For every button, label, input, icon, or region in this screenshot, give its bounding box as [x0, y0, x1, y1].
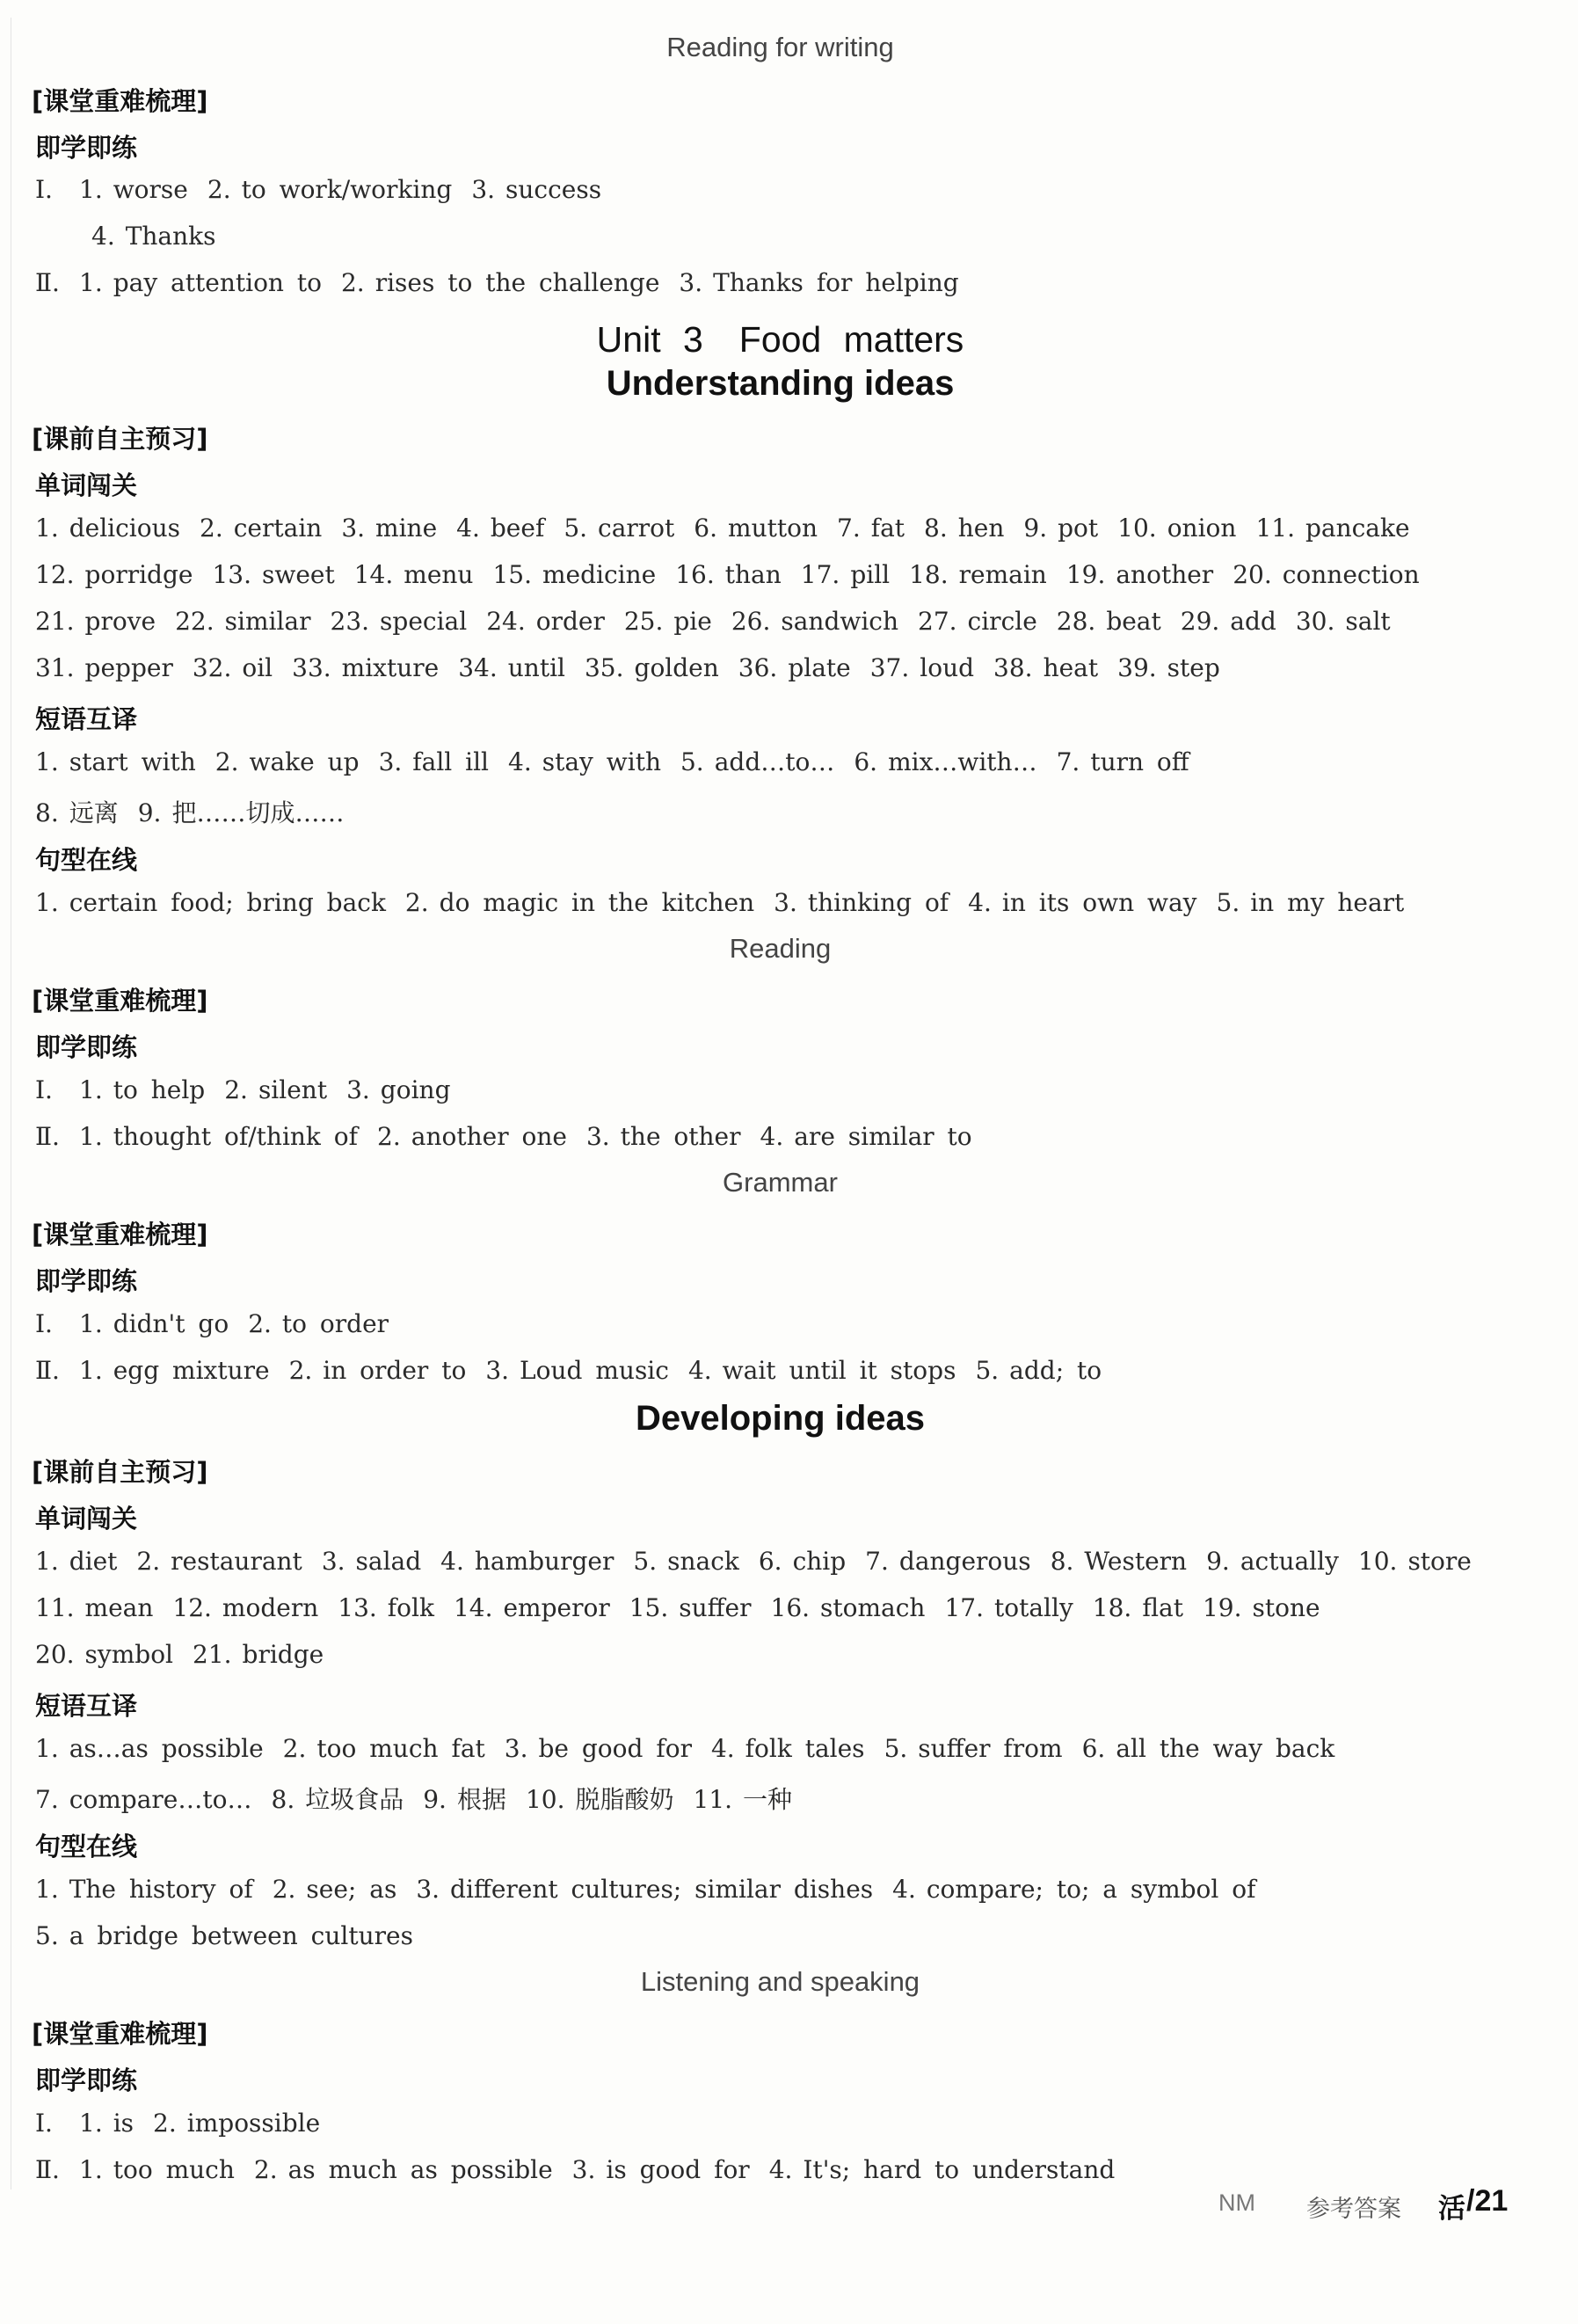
roman-numeral: Ⅰ. [35, 175, 53, 204]
item-number: 2. [272, 1875, 296, 1904]
practice-label: 即学即练 [35, 133, 138, 163]
answer-text: remain [958, 560, 1047, 589]
roman-numeral: Ⅱ. [35, 1122, 60, 1151]
item-number: 6. [758, 1547, 782, 1576]
answer-text: 一种 [743, 1785, 793, 1814]
answer-line [35, 1356, 1102, 1385]
item-number: 27. [918, 607, 957, 636]
item-number: 5. [633, 1547, 658, 1576]
item-number: 7. [35, 1785, 59, 1814]
item-number: 26. [731, 607, 771, 636]
item-number: 2. [248, 1309, 272, 1338]
item-number: 2. [377, 1122, 401, 1151]
item-number: 2. [215, 747, 239, 776]
answer-text: egg mixture [113, 1356, 270, 1385]
item-number: 34. [458, 653, 498, 682]
item-number: 5. [1216, 888, 1240, 917]
item-number: 1. [79, 2155, 103, 2184]
answer-text: going [380, 1075, 451, 1104]
answer-text: salad [355, 1547, 422, 1576]
answer-text: suffer from [918, 1734, 1063, 1763]
item-number: 39. [1117, 653, 1157, 682]
item-number: 9. [423, 1785, 447, 1814]
footer-code: NM [1218, 2189, 1255, 2216]
practice-label: 即学即练 [35, 2065, 138, 2095]
answer-text: another [1116, 560, 1214, 589]
item-number: 4. [768, 2155, 793, 2184]
answer-text: are similar to [794, 1122, 972, 1151]
item-number: 35. [584, 653, 624, 682]
item-number: 4. [710, 1734, 735, 1763]
word-line [35, 1547, 1472, 1576]
answer-text: mixture [341, 653, 440, 682]
footer-brand: 活 [1438, 2193, 1465, 2225]
practice-label: 即学即练 [35, 1266, 138, 1296]
answer-text: add…to… [714, 747, 835, 776]
word-line [35, 1640, 324, 1669]
in-class-heading: [课堂重难梳理] [32, 986, 208, 1016]
answer-text: 把……切成…… [171, 798, 345, 827]
item-number: 4. [892, 1875, 916, 1904]
answer-text: the other [620, 1122, 741, 1151]
answer-text: flat [1142, 1593, 1183, 1622]
answer-text: stomach [820, 1593, 926, 1622]
item-number: 23. [330, 607, 370, 636]
item-number: 20. [1233, 560, 1272, 589]
answer-text: stay with [542, 747, 661, 776]
in-class-heading: [课堂重难梳理] [32, 2019, 208, 2049]
answer-text: do magic in the kitchen [439, 888, 755, 917]
phrase-line [35, 747, 1189, 776]
answer-text: 远离 [69, 798, 119, 827]
part-title-developing-ideas: Developing ideas [636, 1399, 925, 1438]
roman-numeral: Ⅱ. [35, 268, 60, 297]
item-number: 3. [504, 1734, 528, 1763]
item-number: 3. [774, 888, 797, 917]
answer-text: dangerous [898, 1547, 1031, 1576]
item-number: 7. [865, 1547, 889, 1576]
item-number: 2. [153, 2109, 177, 2138]
word-line [35, 653, 1220, 682]
item-number: 10. [1117, 514, 1157, 543]
answer-text: Western [1084, 1547, 1188, 1576]
item-number: 16. [770, 1593, 811, 1622]
answer-text: in its own way [1001, 888, 1197, 917]
answer-text: different cultures; similar dishes [450, 1875, 874, 1904]
answer-text: bridge [242, 1640, 324, 1669]
answer-text: mutton [728, 514, 818, 543]
item-number: 16. [675, 560, 715, 589]
roman-numeral: Ⅰ. [35, 2109, 53, 2138]
answer-text: beat [1106, 607, 1161, 636]
answer-text: folk tales [745, 1734, 865, 1763]
in-class-heading: [课堂重难梳理] [32, 1220, 208, 1249]
item-number: 6. [854, 747, 878, 776]
item-number: 2. [136, 1547, 161, 1576]
answer-text: until [507, 653, 565, 682]
answer-line [35, 175, 601, 204]
answer-text: too much fat [316, 1734, 485, 1763]
item-number: 6. [1081, 1734, 1106, 1763]
item-number: 2. [404, 888, 429, 917]
roman-numeral: Ⅱ. [35, 2155, 60, 2184]
item-number: 33. [292, 653, 331, 682]
item-number: 9. [1023, 514, 1048, 543]
answer-text: sandwich [781, 607, 899, 636]
item-number: 6. [694, 514, 718, 543]
answer-text: order [535, 607, 605, 636]
item-number: 1. [79, 1356, 103, 1385]
item-number: 18. [1092, 1593, 1132, 1622]
answer-text: worse [113, 175, 188, 204]
item-number: 4. [760, 1122, 784, 1151]
answer-text: is good for [606, 2155, 750, 2184]
item-number: 1. [35, 1547, 59, 1576]
answer-text: salt [1345, 607, 1391, 636]
answer-text: than [724, 560, 782, 589]
answer-text: see; as [306, 1875, 397, 1904]
answer-text: 根据 [456, 1785, 506, 1814]
answer-text: prove [84, 607, 156, 636]
item-number: 4. [508, 747, 532, 776]
item-number: 4. [687, 1356, 712, 1385]
answer-text: oil [242, 653, 273, 682]
sentences-label: 句型在线 [35, 1832, 138, 1861]
item-number: 21. [193, 1640, 232, 1669]
answer-text: It's; hard to understand [803, 2155, 1116, 2184]
item-number: 10. [525, 1785, 565, 1814]
item-number: 3. [679, 268, 703, 297]
answer-text: special [380, 607, 468, 636]
answer-text: snack [667, 1547, 739, 1576]
phrases-label: 短语互译 [35, 704, 138, 734]
item-number: 2. [207, 175, 231, 204]
sentence-line [35, 1875, 1256, 1904]
item-number: 1. [79, 1309, 103, 1338]
answer-text: pill [850, 560, 891, 589]
answer-text: folk [387, 1593, 434, 1622]
item-number: 32. [192, 653, 232, 682]
answer-text: store [1407, 1547, 1472, 1576]
answer-text: suffer [679, 1593, 752, 1622]
answer-text: fall ill [412, 747, 490, 776]
answer-text: be good for [538, 1734, 692, 1763]
answer-text: symbol [84, 1640, 174, 1669]
item-number: 25. [623, 607, 664, 636]
answer-text: to order [281, 1309, 389, 1338]
item-number: 14. [453, 1593, 493, 1622]
item-number: 31. [35, 653, 75, 682]
answer-text: is [113, 2109, 135, 2138]
item-number: 2. [253, 2155, 278, 2184]
answer-text: plate [788, 653, 851, 682]
item-number: 2. [200, 514, 223, 543]
answer-text: in my heart [1250, 888, 1405, 917]
item-number: 28. [1056, 607, 1096, 636]
section-title-listening-and-speaking: Listening and speaking [640, 1966, 920, 1997]
section-title-reading-for-writing: Reading for writing [666, 32, 894, 62]
item-number: 4. [456, 514, 480, 543]
answer-line [35, 1122, 972, 1151]
item-number: 3. [341, 514, 366, 543]
item-number: 8. [35, 798, 59, 827]
answer-text: start with [69, 747, 196, 776]
answer-text: to help [113, 1075, 206, 1104]
item-number: 18. [909, 560, 949, 589]
answer-text: didn't go [113, 1309, 229, 1338]
answer-text: 垃圾食品 [305, 1785, 404, 1814]
answer-text: medicine [542, 560, 657, 589]
answer-text: hen [957, 514, 1005, 543]
answer-text: compare…to… [69, 1785, 252, 1814]
pre-class-heading: [课前自主预习] [32, 1457, 208, 1487]
item-number: 9. [1206, 1547, 1230, 1576]
item-number: 13. [212, 560, 251, 589]
word-line [35, 514, 1410, 543]
answer-text: onion [1167, 514, 1237, 543]
item-number: 1. [35, 514, 59, 543]
item-number: 5. [884, 1734, 908, 1763]
answer-text: as…as possible [69, 1734, 264, 1763]
item-number: 5. [35, 1921, 59, 1950]
item-number: 1. [35, 888, 59, 917]
item-number: 17. [944, 1593, 984, 1622]
item-number: 19. [1065, 560, 1106, 589]
item-number: 1. [79, 175, 103, 204]
item-number: 1. [35, 1734, 59, 1763]
answer-text: heat [1043, 653, 1099, 682]
answer-text: 脱脂酸奶 [575, 1785, 674, 1814]
answer-text: The history of [69, 1875, 253, 1904]
item-number: 4. [91, 222, 115, 251]
item-number: 1. [35, 1875, 59, 1904]
answer-text: as much as possible [287, 2155, 553, 2184]
answer-text: hamburger [474, 1547, 614, 1576]
item-number: 30. [1295, 607, 1335, 636]
item-number: 3. [471, 175, 496, 204]
answer-text: sweet [262, 560, 335, 589]
item-number: 5. [975, 1356, 1000, 1385]
answer-line [35, 1075, 451, 1104]
item-number: 11. [693, 1785, 733, 1814]
answer-text: fat [870, 514, 905, 543]
item-number: 11. [35, 1593, 75, 1622]
word-line [35, 1593, 1320, 1622]
item-number: 1. [79, 268, 103, 297]
item-number: 21. [35, 607, 75, 636]
answer-text: pancake [1305, 514, 1410, 543]
answer-text: mine [375, 514, 438, 543]
answer-text: rises to the challenge [375, 268, 660, 297]
item-number: 12. [172, 1593, 212, 1622]
answer-text: delicious [69, 514, 181, 543]
practice-label: 即学即练 [35, 1032, 138, 1062]
item-number: 2. [288, 1356, 313, 1385]
roman-numeral: Ⅰ. [35, 1309, 53, 1338]
item-number: 8. [924, 514, 948, 543]
answer-text: success [505, 175, 602, 204]
item-number: 4. [440, 1547, 464, 1576]
phrase-line [35, 794, 344, 829]
item-number: 15. [492, 560, 532, 589]
sentence-line [35, 888, 1404, 917]
item-number: 1. [79, 1075, 103, 1104]
item-number: 37. [869, 653, 910, 682]
sentence-line [35, 1921, 413, 1950]
answer-text: thinking of [807, 888, 949, 917]
phrase-line [35, 1734, 1334, 1763]
phrase-line [35, 1781, 792, 1816]
item-number: 14. [353, 560, 394, 589]
answer-text: pay attention to [113, 268, 322, 297]
item-number: 19. [1202, 1593, 1242, 1622]
words-label: 单词闯关 [35, 470, 138, 500]
answer-text: too much [113, 2155, 235, 2184]
item-number: 20. [35, 1640, 75, 1669]
answer-text: diet [69, 1547, 118, 1576]
answer-line [35, 1309, 389, 1338]
roman-numeral: Ⅱ. [35, 1356, 60, 1385]
answer-text: add [1230, 607, 1276, 636]
answer-line [35, 2109, 320, 2138]
answer-text: turn off [1090, 747, 1189, 776]
item-number: 1. [35, 747, 59, 776]
answer-text: wait until it stops [722, 1356, 956, 1385]
answer-text: compare; to; a symbol of [926, 1875, 1256, 1904]
word-line [35, 560, 1420, 589]
words-label: 单词闯关 [35, 1504, 138, 1534]
answer-text: silent [258, 1075, 328, 1104]
roman-numeral: Ⅰ. [35, 1075, 53, 1104]
answer-text: Loud music [520, 1356, 669, 1385]
footer-answers-label: 参考答案 [1306, 2196, 1401, 2223]
item-number: 7. [837, 514, 861, 543]
item-number: 3. [585, 1122, 610, 1151]
answer-text: in order to [323, 1356, 467, 1385]
answer-text: modern [222, 1593, 319, 1622]
pre-class-heading: [课前自主预习] [32, 424, 208, 454]
answer-text: loud [920, 653, 975, 682]
answer-text: circle [967, 607, 1037, 636]
item-number: 12. [35, 560, 75, 589]
answer-text: carrot [598, 514, 675, 543]
item-number: 5. [680, 747, 704, 776]
item-number: 3. [485, 1356, 510, 1385]
item-number: 3. [571, 2155, 596, 2184]
page-number: /21 [1466, 2184, 1509, 2218]
answer-line [35, 268, 959, 297]
item-number: 5. [564, 514, 588, 543]
item-number: 17. [800, 560, 840, 589]
answer-text: Thanks [125, 222, 216, 251]
item-number: 15. [629, 1593, 669, 1622]
section-title-reading: Reading [729, 933, 832, 964]
answer-text: actually [1240, 1547, 1339, 1576]
unit-title: Unit 3 Food matters [596, 319, 964, 360]
item-number: 8. [1050, 1547, 1074, 1576]
item-number: 3. [321, 1547, 345, 1576]
item-number: 10. [1357, 1547, 1398, 1576]
item-number: 8. [271, 1785, 295, 1814]
answer-text: emperor [503, 1593, 610, 1622]
item-number: 3. [378, 747, 403, 776]
answer-line [35, 2155, 1115, 2184]
answer-text: beef [490, 514, 545, 543]
answer-text: mix…with… [888, 747, 1037, 776]
item-number: 24. [486, 607, 526, 636]
answer-text: chip [792, 1547, 847, 1576]
answer-text: connection [1282, 560, 1420, 589]
answer-line [91, 222, 216, 251]
answer-text: mean [84, 1593, 154, 1622]
answer-text: pepper [84, 653, 173, 682]
section-title-grammar: Grammar [723, 1167, 838, 1198]
item-number: 3. [416, 1875, 440, 1904]
answer-text: totally [994, 1593, 1073, 1622]
answer-text: to work/working [241, 175, 453, 204]
answer-text: wake up [249, 747, 360, 776]
item-number: 38. [993, 653, 1033, 682]
item-number: 2. [340, 268, 365, 297]
word-line [35, 607, 1391, 636]
answer-text: certain food; bring back [69, 888, 386, 917]
answer-text: porridge [84, 560, 193, 589]
answer-text: thought of/think of [113, 1122, 359, 1151]
item-number: 2. [224, 1075, 248, 1104]
answer-text: certain [233, 514, 323, 543]
answer-text: step [1167, 653, 1220, 682]
item-number: 29. [1180, 607, 1220, 636]
item-number: 1. [79, 1122, 103, 1151]
item-number: 4. [968, 888, 992, 917]
answer-text: pie [673, 607, 712, 636]
answer-text: add; to [1009, 1356, 1102, 1385]
answer-text: restaurant [171, 1547, 302, 1576]
answer-text: menu [404, 560, 474, 589]
in-class-heading: [课堂重难梳理] [32, 86, 208, 116]
answer-text: golden [634, 653, 719, 682]
answer-text: another one [411, 1122, 567, 1151]
item-number: 1. [79, 2109, 103, 2138]
item-number: 11. [1255, 514, 1295, 543]
answer-text: all the way back [1116, 1734, 1335, 1763]
part-title-understanding-ideas: Understanding ideas [606, 364, 955, 403]
item-number: 13. [338, 1593, 377, 1622]
phrases-label: 短语互译 [35, 1691, 138, 1721]
item-number: 36. [738, 653, 778, 682]
item-number: 22. [175, 607, 215, 636]
sentences-label: 句型在线 [35, 845, 138, 875]
item-number: 2. [282, 1734, 307, 1763]
answer-text: stone [1252, 1593, 1320, 1622]
answer-text: Thanks for helping [713, 268, 959, 297]
item-number: 9. [137, 798, 162, 827]
answer-text: a bridge between cultures [69, 1921, 413, 1950]
item-number: 7. [1056, 747, 1080, 776]
answer-text: impossible [186, 2109, 321, 2138]
answer-text: similar [224, 607, 311, 636]
item-number: 3. [346, 1075, 370, 1104]
answer-text: pot [1058, 514, 1099, 543]
